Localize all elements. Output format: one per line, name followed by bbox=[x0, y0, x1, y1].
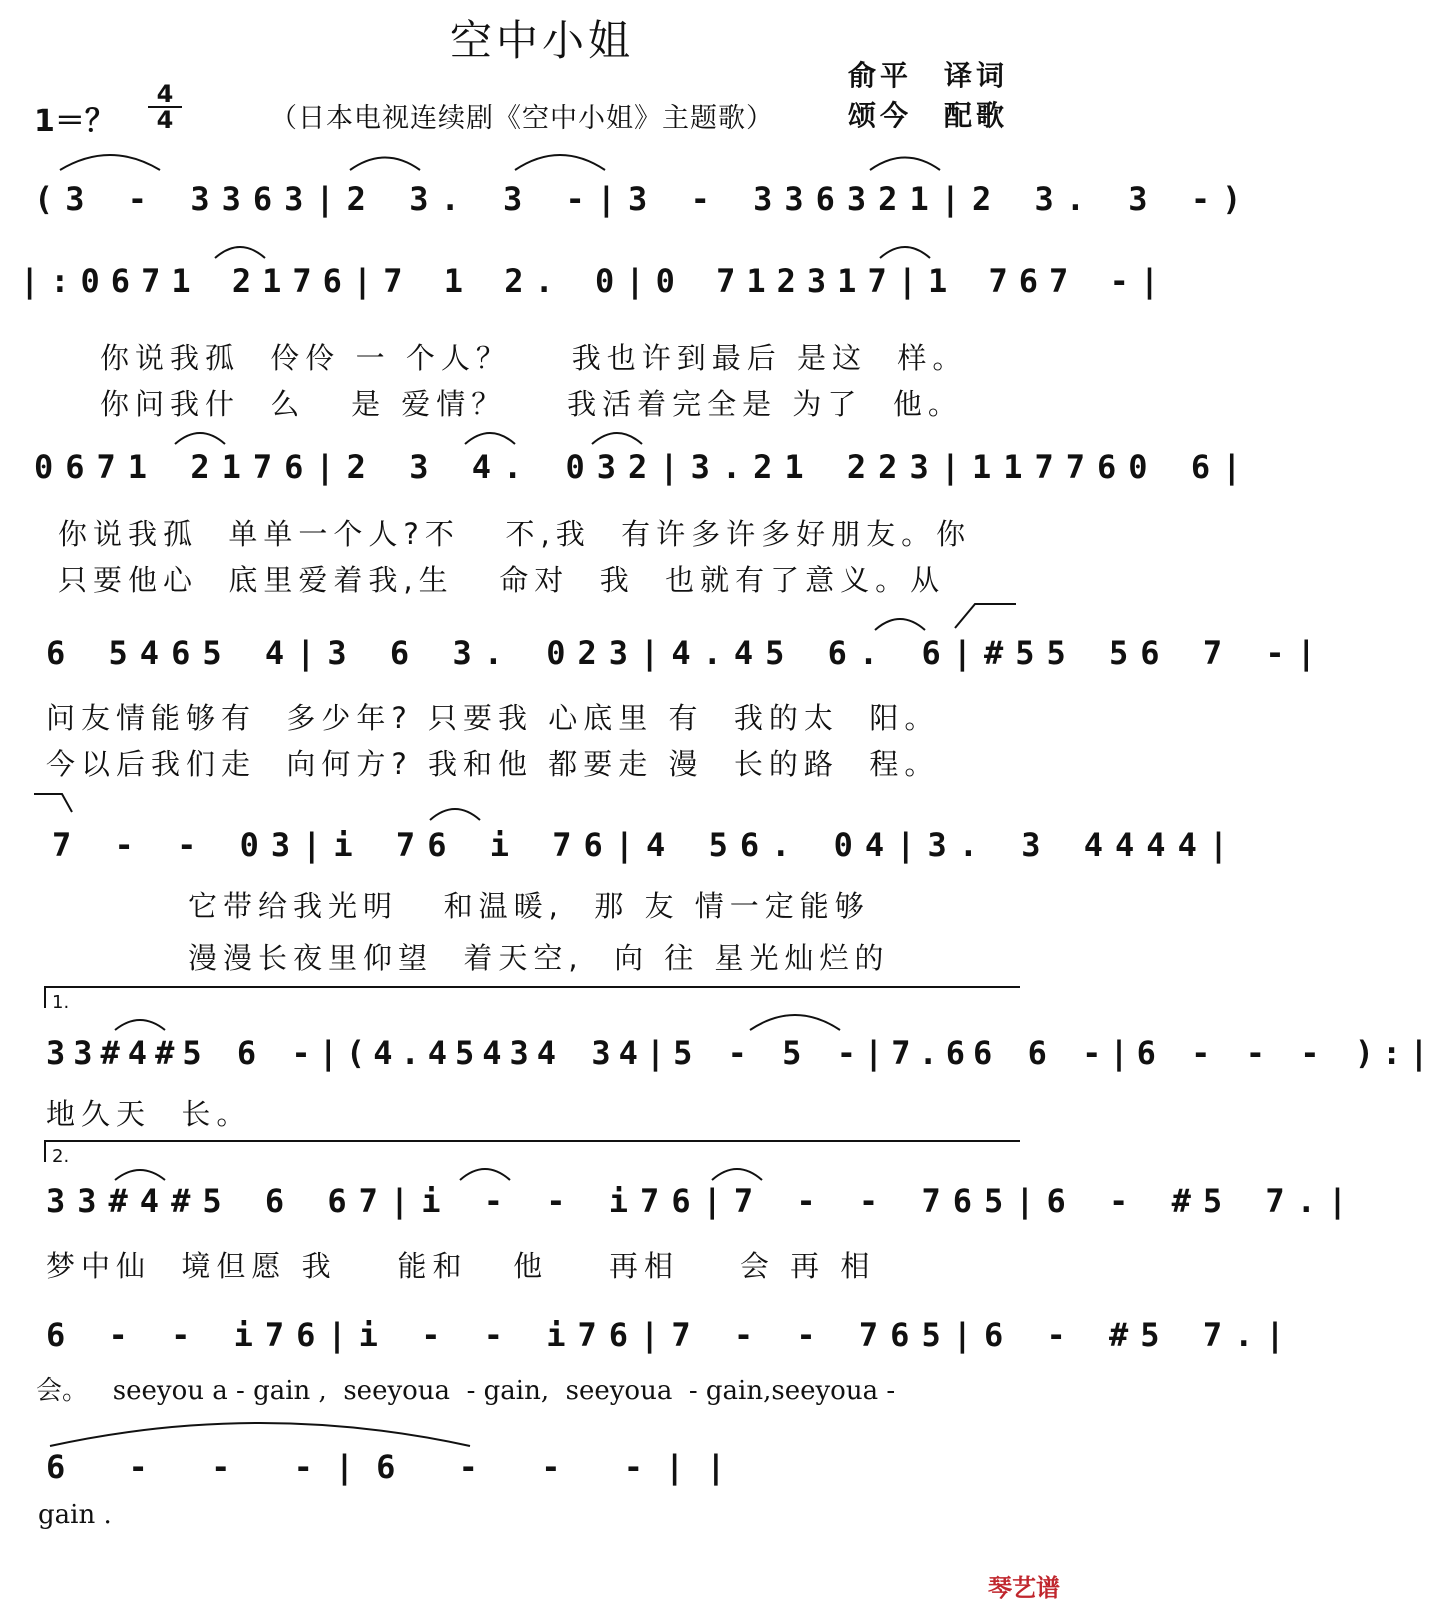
time-signature-bottom: 4 bbox=[148, 106, 182, 132]
first-ending-label: 1. bbox=[52, 992, 70, 1013]
staff-notes: 0671 2176|2 3 4. 032|3.21 223|117760 6| bbox=[34, 448, 1254, 486]
arranger-credit: 颂今 配歌 bbox=[848, 99, 1009, 132]
staff-notes: 7 - - 03|i 76 i 76|4 56. 04|3. 3 4444| bbox=[52, 826, 1241, 864]
lyric-line: 梦中仙 境但愿 我 能和 他 再相 会 再 相 bbox=[46, 1249, 876, 1283]
lyricist-credit: 俞平 译词 bbox=[848, 59, 1009, 92]
subtitle: （日本电视连续剧《空中小姐》主题歌） bbox=[270, 103, 774, 134]
time-signature-top: 4 bbox=[156, 80, 174, 108]
lyric-line: 问友情能够有 多少年? 只要我 心底里 有 我的太 阳。 bbox=[46, 701, 940, 735]
lyric-line: 你问我什 么 是 爱情？ 我活着完全是 为了 他。 bbox=[100, 387, 963, 421]
lyric-line: 会。 seeyou a - gain , seeyoua - gain, seeyoua - gain,seeyoua - bbox=[36, 1376, 896, 1406]
staff-notes: (3 - 3363|2 3. 3 -|3 - 336321|2 3. 3 -) bbox=[34, 180, 1254, 218]
lyric-line: 今以后我们走 向何方? 我和他 都要走 漫 长的路 程。 bbox=[46, 747, 940, 781]
staff-notes: 33#4#5 6 -|(4.45434 34|5 - 5 -|7.66 6 -|6 - - - ):| bbox=[46, 1034, 1437, 1072]
second-ending-label: 2. bbox=[52, 1146, 70, 1167]
watermark-logo: 琴艺谱 bbox=[988, 1574, 1060, 1602]
staff-notes: 33#4#5 6 67|i - - i76|7 - - 765|6 - #5 7.| bbox=[46, 1182, 1360, 1220]
lyric-line: 漫漫长夜里仰望 着天空, 向 往 星光灿烂的 bbox=[188, 941, 890, 975]
staff-notes: 6 5465 4|3 6 3. 023|4.45 6. 6|#55 56 7 -| bbox=[46, 634, 1328, 672]
lyric-line: 它带给我光明 和温暖, 那 友 情一定能够 bbox=[188, 889, 870, 923]
staff-notes: |:0671 2176|7 1 2. 0|0 712317|1 767 -| bbox=[20, 262, 1171, 300]
lyric-line: gain . bbox=[38, 1500, 112, 1530]
lyric-line: 你说我孤 单单一个人?不 不,我 有许多许多好朋友。你 bbox=[58, 517, 972, 551]
song-title: 空中小姐 bbox=[449, 16, 634, 65]
key-signature: 1＝？ bbox=[34, 104, 115, 139]
lyric-line: 地久天 长。 bbox=[46, 1097, 252, 1131]
staff-notes: 6 - - -|6 - - -|| bbox=[46, 1448, 748, 1486]
staff-notes: 6 - - i76|i - - i76|7 - - 765|6 - #5 7.| bbox=[46, 1316, 1297, 1354]
lyric-line: 你说我孤 伶伶 一 个人？ 我也许到最后 是这 样。 bbox=[100, 341, 968, 375]
lyric-line: 只要他心 底里爱着我,生 命对 我 也就有了意义。从 bbox=[58, 563, 946, 597]
